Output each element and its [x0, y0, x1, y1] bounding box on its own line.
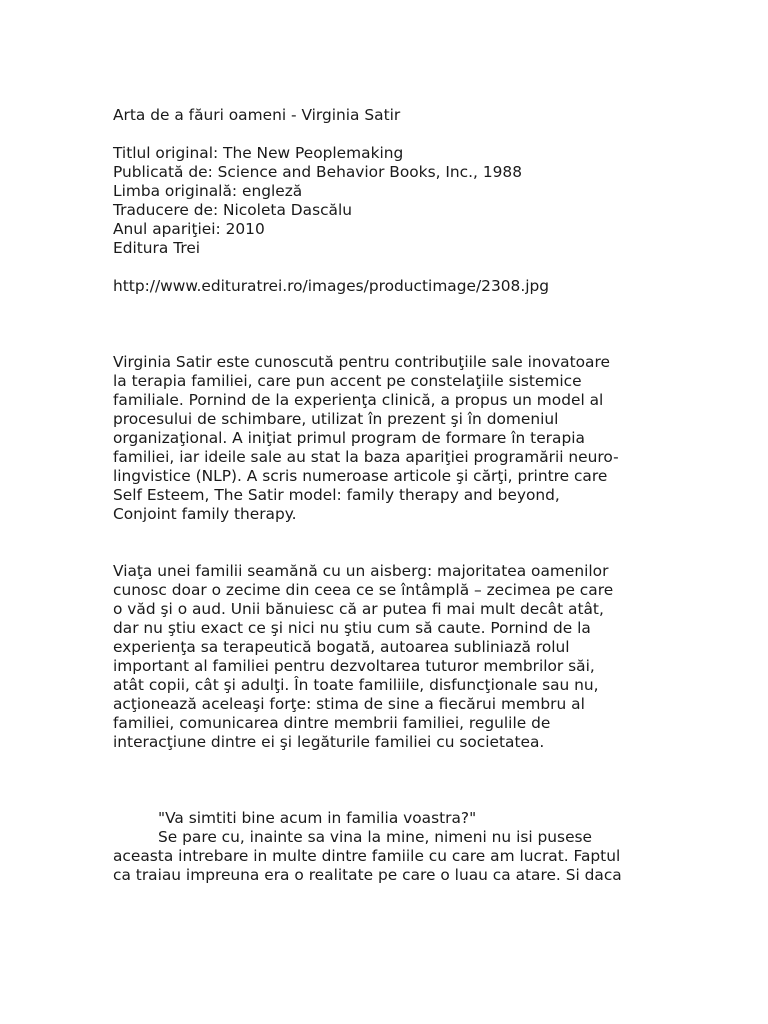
paragraph-line: Viaţa unei familii seamănă cu un aisberg: majoritatea oamenilor — [113, 562, 609, 580]
paragraph-line: o văd şi o aud. Unii bănuiesc că ar putea fi mai mult decât atât, — [113, 600, 604, 618]
paragraph-line: atât copii, cât şi adulţi. În toate familiile, disfuncţionale sau nu, — [113, 676, 599, 694]
excerpt-line: Se pare cu, inainte sa vina la mine, nimeni nu isi pusese — [158, 828, 593, 846]
paragraph-line: la terapia familiei, care pun accent pe constelaţiile sistemice — [113, 372, 582, 390]
paragraph-line: Self Esteem, The Satir model: family therapy and beyond, — [113, 486, 560, 504]
publisher-name: Editura Trei — [113, 239, 201, 257]
original-title: Titlul original: The New Peoplemaking — [113, 144, 404, 162]
excerpt-quote: "Va simtiti bine acum in familia voastra?" — [158, 809, 477, 827]
paragraph-line: interacţiune dintre ei şi legăturile familiei cu societatea. — [113, 733, 545, 751]
author-paragraph — [113, 353, 658, 524]
excerpt-line: aceasta intrebare in multe dintre famiile cu care am lucrat. Faptul — [113, 847, 621, 865]
book-description-paragraph — [113, 562, 658, 752]
paragraph-line: acţionează aceleaşi forţe: stima de sine a fiecărui membru al — [113, 695, 585, 713]
translator: Traducere de: Nicoleta Dascălu — [113, 201, 353, 219]
excerpt-line: ca traiau impreuna era o realitate pe care o luau ca atare. Si daca — [113, 866, 622, 884]
paragraph-line: familiei, comunicarea dintre membrii familiei, regulile de — [113, 714, 551, 732]
book-metadata — [113, 144, 658, 258]
paragraph-line: lingvistice (NLP). A scris numeroase articole şi cărţi, printre care — [113, 467, 608, 485]
paragraph-line: procesului de schimbare, utilizat în prezent şi în domeniul — [113, 410, 559, 428]
paragraph-line: cunosc doar o zecime din ceea ce se întâmplă – zecimea pe care — [113, 581, 614, 599]
publication-year: Anul apariţiei: 2010 — [113, 220, 265, 238]
paragraph-line: Conjoint family therapy. — [113, 505, 297, 523]
paragraph-line: familiei, iar ideile sale au stat la baza apariţiei programării neuro- — [113, 448, 619, 466]
image-link[interactable]: http://www.edituratrei.ro/images/productimage/2308.jpg — [113, 277, 550, 295]
paragraph-line: familiale. Pornind de la experienţa clinică, a propus un model al — [113, 391, 604, 409]
paragraph-line: dar nu ştiu exact ce şi nici nu ştiu cum să caute. Pornind de la — [113, 619, 591, 637]
document-title: Arta de a făuri oameni - Virginia Satir — [113, 106, 401, 124]
publisher: Publicată de: Science and Behavior Books, Inc., 1988 — [113, 163, 522, 181]
paragraph-line: important al familiei pentru dezvoltarea tuturor membrilor săi, — [113, 657, 595, 675]
paragraph-line: Virginia Satir este cunoscută pentru contribuţiile sale inovatoare — [113, 353, 610, 371]
original-language: Limba originală: engleză — [113, 182, 303, 200]
document-page — [113, 106, 658, 885]
excerpt — [113, 809, 658, 885]
paragraph-line: organizaţional. A iniţiat primul program de formare în terapia — [113, 429, 585, 447]
paragraph-line: experienţa sa terapeutică bogată, autoarea subliniază rolul — [113, 638, 570, 656]
